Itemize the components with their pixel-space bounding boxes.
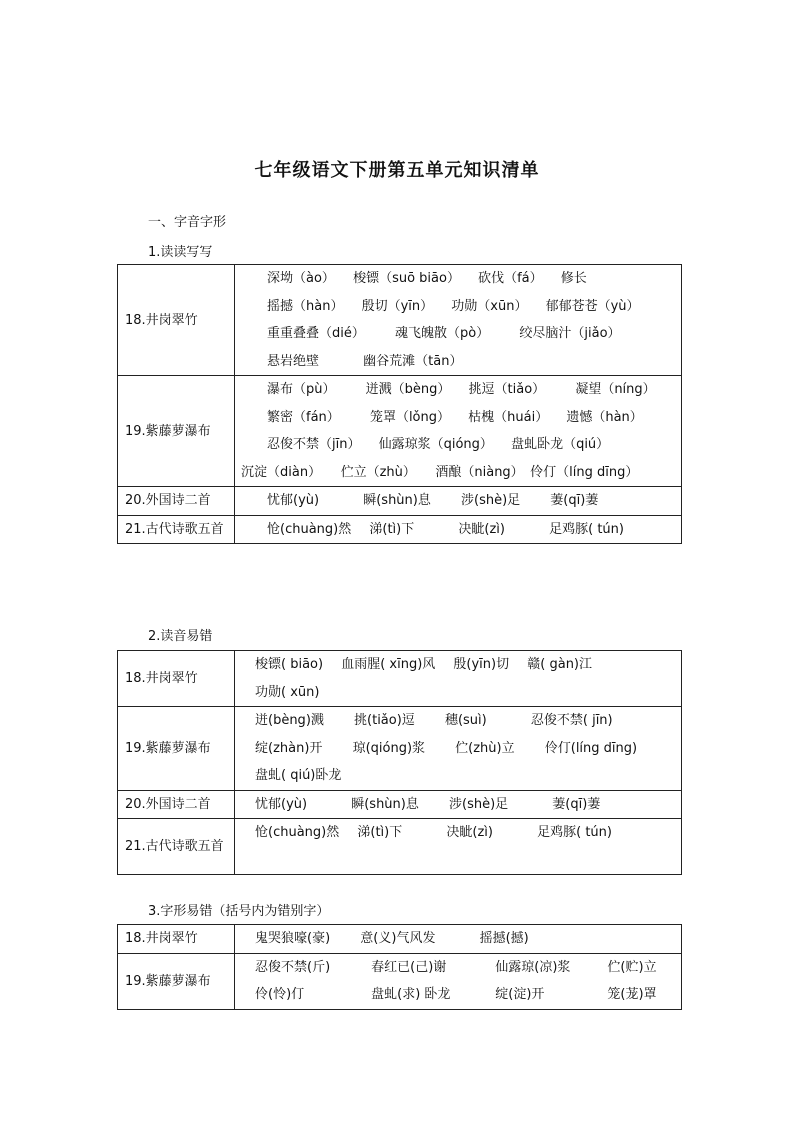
vocab-item: 伶(怜)仃 — [255, 987, 305, 1002]
vocab-item: 琼(qióng)浆 — [352, 740, 426, 756]
vocab-item: 殷切（yīn） — [361, 298, 434, 314]
vocab-item: 枯槐（huái） — [468, 409, 549, 425]
vocab-item: 功勋（xūn） — [451, 298, 528, 314]
table-row — [118, 707, 682, 791]
content-line — [255, 679, 675, 707]
content-line — [255, 954, 675, 982]
row-label: 18.井岗翠竹 — [118, 651, 235, 707]
vocab-item: 功勋( xūn) — [255, 684, 320, 700]
vocab-item: 瞬(shùn)息 — [351, 796, 419, 812]
vocab-item: 悬岩绝壁 — [267, 353, 320, 369]
row-content — [235, 790, 682, 819]
vocab-item: 伫(zhù)立 — [455, 740, 515, 756]
row-label: 21.古代诗歌五首 — [118, 819, 235, 875]
page-title: 七年级语文下册第五单元知识清单 — [254, 160, 540, 181]
table-row — [118, 265, 682, 376]
vocab-item: 足鸡豚( tún) — [537, 825, 612, 840]
content-line — [255, 981, 675, 1009]
vocab-item: 怆(chuàng)然 — [255, 825, 340, 840]
content-line — [255, 707, 675, 735]
row-label: 18.井岗翠竹 — [118, 265, 235, 376]
vocab-item: 仙露琼(凉)浆 — [495, 959, 571, 975]
vocab-item: 春红已(己)谢 — [371, 959, 447, 975]
vocab-item: 幽谷荒滩（tān） — [363, 353, 463, 369]
vocab-item: 穗(suì) — [444, 713, 487, 728]
vocab-item: 绽(zhàn)开 — [255, 740, 323, 756]
vocab-item: 瞬(shùn)息 — [363, 493, 431, 508]
read-write-table — [117, 264, 682, 544]
content-wrapped-line — [209, 459, 675, 487]
vocab-item: 笼罩（lǒng） — [369, 409, 450, 425]
row-label: 19.紫藤萝瀑布 — [118, 953, 235, 1009]
row-label: 18.井岗翠竹 — [118, 925, 235, 954]
vocab-item: 绽(淀)开 — [495, 987, 545, 1002]
vocab-item: 萋(qī)萋 — [552, 796, 601, 812]
row-content — [235, 487, 682, 516]
vocab-item: 伫(贮)立 — [607, 959, 657, 975]
content-line — [267, 265, 675, 293]
vocab-item: 魂飞魄散（pò） — [395, 326, 490, 341]
vocab-item: 重重叠叠（dié） — [267, 326, 365, 341]
vocab-item: 郁郁苍苍（yù） — [545, 298, 640, 314]
subheading-pronunciation: 2.读音易错 — [148, 629, 213, 644]
content-line — [267, 293, 675, 321]
vocab-item: 深坳（ào） — [267, 271, 335, 286]
vocab-item: 梭镖（suō biāo） — [353, 271, 460, 286]
vocab-item: 盘虬( qiú)卧龙 — [255, 768, 342, 783]
vocab-item: 摇撼（hàn） — [267, 298, 344, 314]
row-content — [235, 925, 682, 954]
vocab-item: 意(义)气风发 — [360, 931, 436, 946]
row-content — [235, 651, 682, 707]
vocab-item: 决眦(zì) — [446, 825, 493, 840]
vocab-item: 沉淀（diàn） 伫立（zhù） 酒酿（niàng） 伶仃（líng dīng） — [241, 464, 639, 480]
table-row — [118, 487, 682, 516]
content-line — [267, 376, 675, 404]
content-line — [267, 431, 675, 459]
subheading-read-write: 1.读读写写 — [148, 245, 213, 260]
content-line — [255, 819, 675, 847]
vocab-item: 忍俊不禁（jīn） — [267, 437, 361, 452]
vocab-item: 迸(bèng)溅 — [255, 713, 324, 728]
vocab-item: 挑逗（tiǎo） — [468, 382, 546, 397]
table-row — [118, 376, 682, 487]
row-content — [235, 265, 682, 376]
vocab-item: 涕(tì)下 — [357, 825, 403, 840]
content-line — [255, 925, 675, 953]
vocab-item: 迸溅（bèng） — [365, 382, 451, 397]
character-form-table — [117, 924, 682, 1010]
table-row — [118, 953, 682, 1009]
vocab-item: 伶仃(líng dīng) — [544, 740, 638, 756]
row-label: 20.外国诗二首 — [118, 790, 235, 819]
vocab-item: 足鸡豚( tún) — [549, 521, 624, 537]
content-line — [267, 320, 675, 348]
vocab-item: 绞尽脑汁（jiǎo） — [519, 326, 621, 341]
row-content — [235, 376, 682, 487]
vocab-item: 忍俊不禁( jīn) — [530, 713, 613, 728]
table-row — [118, 790, 682, 819]
vocab-item: 遗憾（hàn） — [566, 409, 643, 425]
vocab-item: 萋(qī)萋 — [550, 493, 599, 508]
row-label: 20.外国诗二首 — [118, 487, 235, 516]
vocab-item: 忍俊不禁(斤) — [255, 959, 331, 975]
vocab-item: 修长 — [560, 271, 587, 286]
row-content — [235, 819, 682, 875]
content-line — [255, 735, 675, 763]
table-row — [118, 651, 682, 707]
vocab-item: 涉(shè)足 — [449, 796, 509, 812]
vocab-item: 赣( gàn)江 — [527, 657, 592, 672]
vocab-item: 笼(茏)罩 — [607, 987, 657, 1002]
row-content — [235, 515, 682, 544]
vocab-item: 仙露琼浆（qióng） — [378, 437, 493, 452]
vocab-item: 繁密（fán） — [267, 409, 340, 425]
vocab-item: 梭镖( biāo) — [255, 657, 324, 672]
vocab-item: 摇撼(撼) — [479, 931, 529, 946]
table-row — [118, 819, 682, 875]
vocab-item: 鬼哭狼嚎(豪) — [255, 931, 331, 946]
vocab-item: 决眦(zì) — [458, 521, 505, 537]
vocab-item: 涉(shè)足 — [461, 493, 521, 508]
content-line — [267, 487, 675, 515]
vocab-item: 砍伐（fá） — [478, 271, 543, 286]
subheading-character-form: 3.字形易错（括号内为错别字） — [148, 904, 330, 919]
content-line — [255, 791, 675, 819]
vocab-item: 凝望（níng） — [575, 382, 656, 397]
content-line — [267, 516, 675, 544]
content-line — [255, 651, 675, 679]
content-line — [267, 404, 675, 432]
vocab-item: 殷(yīn)切 — [453, 657, 510, 672]
row-label: 19.紫藤萝瀑布 — [118, 707, 235, 791]
vocab-item: 忧郁(yù) — [267, 493, 320, 508]
vocab-item: 忧郁(yù) — [255, 796, 308, 812]
vocab-item: 怆(chuàng)然 — [267, 521, 352, 537]
section-heading: 一、字音字形 — [148, 215, 227, 230]
row-content — [235, 707, 682, 791]
table-row — [118, 925, 682, 954]
vocab-item: 涕(tì)下 — [369, 521, 415, 537]
row-label: 19.紫藤萝瀑布 — [118, 376, 235, 487]
vocab-item: 盘虬(求) 卧龙 — [371, 987, 451, 1002]
content-line — [267, 348, 675, 376]
pronunciation-table — [117, 650, 682, 875]
table-row — [118, 515, 682, 544]
vocab-item: 挑(tiǎo)逗 — [354, 713, 415, 728]
row-label: 21.古代诗歌五首 — [118, 515, 235, 544]
vocab-item: 盘虬卧龙（qiú） — [511, 437, 610, 452]
content-line — [255, 762, 675, 790]
row-content — [235, 953, 682, 1009]
vocab-item: 血雨腥( xīng)风 — [341, 657, 436, 672]
vocab-item: 瀑布（pù） — [267, 382, 336, 397]
